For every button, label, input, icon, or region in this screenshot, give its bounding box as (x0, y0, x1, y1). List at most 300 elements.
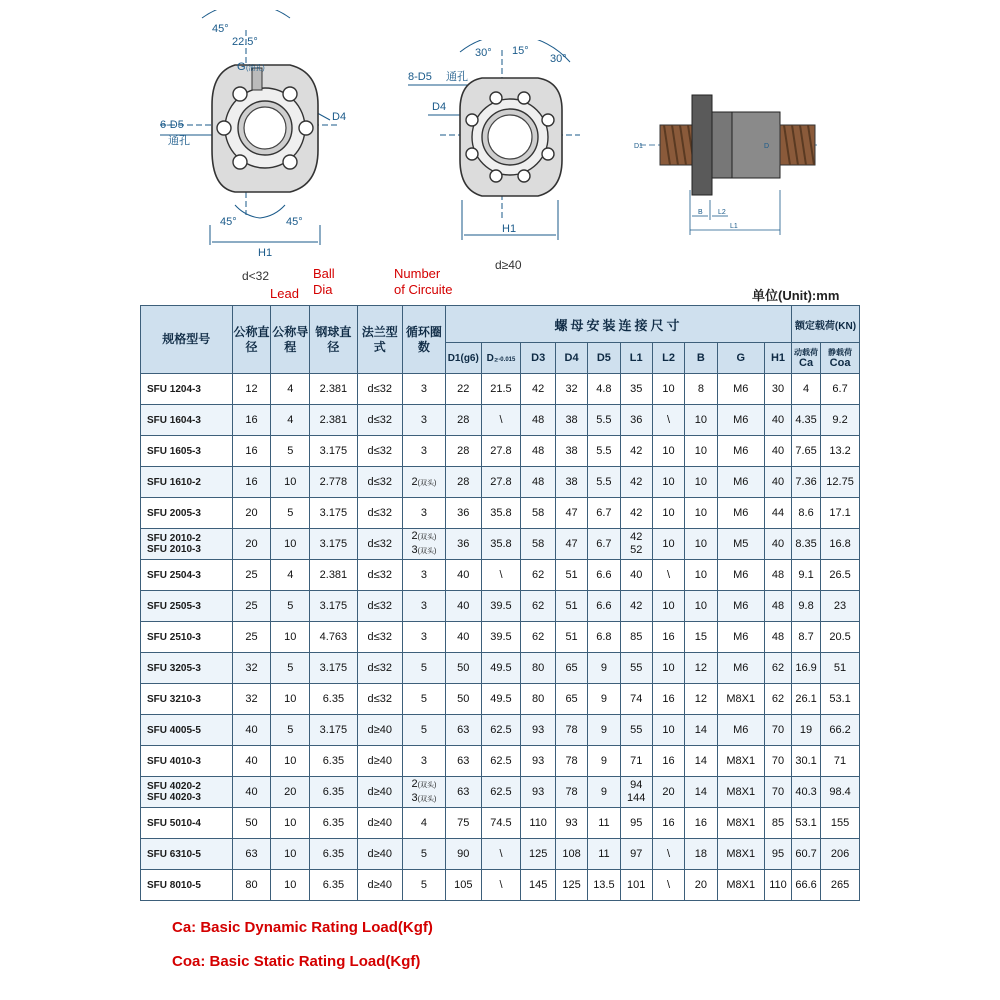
cell-value: 4 (287, 383, 294, 395)
cell-value: 48 (771, 600, 785, 612)
ca-note: Ca: Basic Dynamic Rating Load(Kgf) (172, 919, 433, 936)
cell-value: M8X1 (726, 755, 756, 767)
model-name: SFU 2010-2 (147, 533, 201, 544)
cell-b (685, 436, 717, 467)
cell-lead (271, 684, 310, 715)
cell-model (141, 870, 233, 901)
table-row (141, 808, 860, 839)
model-name-alt: SFU 4020-3 (147, 792, 201, 803)
cell-b (685, 467, 717, 498)
cell-value: 35.8 (490, 507, 512, 519)
cell-value: 27.8 (490, 445, 512, 457)
cell-l1 (620, 870, 652, 901)
model-name: SFU 2005-3 (147, 507, 201, 519)
header-d3: D3 (521, 343, 555, 374)
cell-value: 42 (630, 445, 643, 457)
cell-value: 65 (565, 662, 578, 674)
cell-flange (357, 684, 402, 715)
cell-value: M6 (733, 445, 749, 457)
cell-value: 23 (833, 600, 847, 612)
cell-g (717, 715, 764, 746)
cell-value: 58 (532, 538, 545, 550)
cell-value: 5.5 (596, 445, 612, 457)
cell-d4 (555, 405, 587, 436)
cell-dia (232, 808, 271, 839)
cell-g (717, 870, 764, 901)
cell-value: 14 (694, 755, 707, 767)
cell-ca (792, 405, 821, 436)
cell-ball (310, 622, 357, 653)
cell-d3 (521, 467, 555, 498)
cell-l2 (652, 870, 684, 901)
header-ball-dia: 钢球直径 (310, 306, 357, 374)
h1-label: H1 (258, 247, 273, 259)
drawing-caption-small: d<32 (242, 269, 270, 283)
cell-value: 40 (630, 569, 643, 581)
unit-label: 单位(Unit):mm (752, 288, 840, 303)
header-coa-cn: 静载荷 (828, 348, 853, 357)
cell-l1 (620, 560, 652, 591)
cell-value: M8X1 (726, 693, 756, 705)
cell-value: 7.65 (795, 445, 817, 457)
cell-value: 48 (532, 476, 545, 488)
cell-ball (310, 839, 357, 870)
cell-flange (357, 374, 402, 405)
cell-ca (792, 591, 821, 622)
cell-l1 (620, 839, 652, 870)
cell-value: M8X1 (726, 817, 756, 829)
cell-d4 (555, 777, 587, 808)
cell-value: 3.175 (319, 724, 348, 736)
cell-dia (232, 467, 271, 498)
cell-value: 49.5 (490, 662, 512, 674)
table-row (141, 498, 860, 529)
cell-value: 66.6 (795, 879, 817, 891)
cell-value: 10 (694, 507, 707, 519)
cell-value: M6 (733, 724, 749, 736)
cell-value: 65 (565, 693, 578, 705)
cell-h1 (764, 622, 791, 653)
cell-value: 4 (420, 817, 427, 829)
cell-lead (271, 529, 310, 560)
cell-circ (402, 715, 445, 746)
cell-d3 (521, 560, 555, 591)
cell-value: 28 (457, 445, 470, 457)
cell-h1 (764, 529, 791, 560)
cell-d1 (445, 467, 481, 498)
cell-value: M6 (733, 569, 749, 581)
cell-value: 13.2 (829, 445, 851, 457)
d1-label: D1 (634, 143, 643, 150)
cell-flange (357, 622, 402, 653)
table-row (141, 746, 860, 777)
cell-d3 (521, 498, 555, 529)
model-name: SFU 1604-3 (147, 414, 201, 426)
cell-d2 (481, 653, 521, 684)
d4-label: D4 (332, 111, 347, 123)
cell-d2 (481, 777, 521, 808)
cell-d2 (481, 560, 521, 591)
cell-d5 (588, 436, 620, 467)
cell-dia (232, 374, 271, 405)
model-name: SFU 2505-3 (147, 600, 201, 612)
cell-ca (792, 839, 821, 870)
cell-value: 40 (457, 569, 470, 581)
cell-value: 95 (771, 848, 785, 860)
cell-value: 2 (411, 476, 418, 488)
cell-h1 (764, 405, 791, 436)
cell-value: 10 (694, 445, 707, 457)
cell-ball (310, 777, 357, 808)
cell-h1 (764, 653, 791, 684)
cell-value: 47 (565, 538, 578, 550)
cell-ball (310, 405, 357, 436)
b-label: B (698, 209, 703, 216)
cell-b (685, 498, 717, 529)
cell-coa (821, 436, 860, 467)
cell-d4 (555, 870, 587, 901)
cell-value: 20.5 (829, 631, 851, 643)
header-h1: H1 (764, 343, 791, 374)
cell-value: \ (667, 414, 671, 426)
cell-value: 51 (565, 600, 578, 612)
header-d1: D1(g6) (445, 343, 481, 374)
cell-value: 10 (694, 600, 707, 612)
cell-value: 145 (528, 879, 548, 891)
cell-flange (357, 436, 402, 467)
cell-value: M6 (733, 662, 749, 674)
cell-value: 13.5 (593, 879, 615, 891)
table-row (141, 622, 860, 653)
cell-dia (232, 405, 271, 436)
cell-l1 (620, 405, 652, 436)
cell-value: 50 (457, 693, 470, 705)
cell-value: 10 (662, 724, 675, 736)
cell-value: 14 (694, 724, 707, 736)
cell-value: 62.5 (490, 786, 512, 798)
cell-ca (792, 374, 821, 405)
cell-b (685, 715, 717, 746)
cell-g (717, 808, 764, 839)
dual-start-tag: (双头) (417, 534, 437, 541)
cell-value: 8 (697, 383, 704, 395)
cell-value: 85 (630, 631, 643, 643)
cell-d5 (588, 374, 620, 405)
cell-value: 4.763 (319, 631, 348, 643)
model-name: SFU 4010-3 (147, 755, 201, 767)
lead-note: Lead (270, 286, 299, 301)
cell-h1 (764, 746, 791, 777)
table-header-row (141, 306, 860, 343)
cell-d1 (445, 715, 481, 746)
cell-d5 (588, 405, 620, 436)
cell-g (717, 498, 764, 529)
cell-d3 (521, 591, 555, 622)
cell-value: 16 (662, 817, 675, 829)
model-name: SFU 3205-3 (147, 662, 201, 674)
cell-model (141, 653, 233, 684)
cell-value: 9.1 (798, 569, 814, 581)
cell-value: M6 (733, 476, 749, 488)
cell-value: 25 (245, 569, 258, 581)
cell-lead (271, 777, 310, 808)
cell-coa (821, 839, 860, 870)
cell-d4 (555, 591, 587, 622)
cell-l2 (652, 374, 684, 405)
cell-l1 (620, 529, 652, 560)
cell-circ (402, 436, 445, 467)
model-name: SFU 1605-3 (147, 445, 201, 457)
cell-d1 (445, 777, 481, 808)
cell-value: 17.1 (829, 507, 851, 519)
cell-l2 (652, 405, 684, 436)
cell-value: M6 (733, 600, 749, 612)
cell-value: 9 (600, 786, 607, 798)
cell-value: 4 (287, 569, 294, 581)
cell-value: 16 (694, 817, 707, 829)
cell-value: 5 (287, 724, 294, 736)
cell-value: 12 (245, 383, 258, 395)
cell-d5 (588, 591, 620, 622)
cell-lead (271, 622, 310, 653)
cell-value: 6.6 (596, 569, 612, 581)
cell-l2 (652, 529, 684, 560)
cell-value: 30 (771, 383, 785, 395)
coa-note: Coa: Basic Static Rating Load(Kgf) (172, 953, 421, 970)
dual-start-tag: (双头) (417, 796, 437, 803)
header-ca (792, 343, 821, 374)
cell-value: 62.5 (490, 755, 512, 767)
cell-value: 10 (284, 631, 297, 643)
cell-ball (310, 591, 357, 622)
cell-value: 265 (830, 879, 850, 891)
cell-value: 40.3 (795, 786, 817, 798)
cell-value: 2.381 (319, 569, 348, 581)
cell-value: 75 (457, 817, 470, 829)
cell-circ (402, 529, 445, 560)
cell-value: 28 (457, 476, 470, 488)
h1-label: H1 (502, 223, 517, 235)
cell-coa (821, 591, 860, 622)
cell-ca (792, 622, 821, 653)
cell-ca (792, 684, 821, 715)
cell-d2 (481, 529, 521, 560)
g-label: G (237, 61, 246, 73)
cell-value: d≤32 (367, 383, 392, 395)
cell-d5 (588, 808, 620, 839)
cell-value: 55 (630, 662, 643, 674)
cell-d3 (521, 436, 555, 467)
cell-value: 42 (532, 383, 545, 395)
cell-value: 74 (630, 693, 643, 705)
cell-flange (357, 715, 402, 746)
cell-value: 3.175 (319, 445, 348, 457)
cell-dia (232, 498, 271, 529)
cell-value: 3 (420, 569, 427, 581)
cell-value: 16 (662, 631, 675, 643)
cell-value: 62 (532, 600, 545, 612)
cell-value: \ (499, 414, 503, 426)
cell-lead (271, 436, 310, 467)
cell-d2 (481, 436, 521, 467)
cell-g (717, 653, 764, 684)
cell-value: 32 (245, 662, 258, 674)
cell-d2 (481, 839, 521, 870)
cell-value: 10 (662, 662, 675, 674)
table-row (141, 467, 860, 498)
cell-value: 19 (799, 724, 813, 736)
cell-value: d≤32 (367, 569, 392, 581)
cell-l1 (620, 746, 652, 777)
header-nominal-lead: 公称导程 (271, 306, 310, 374)
cell-value: 78 (565, 755, 578, 767)
cell-lead (271, 560, 310, 591)
cell-d5 (588, 715, 620, 746)
cell-value: 12 (694, 662, 707, 674)
cell-value: 3 (420, 507, 427, 519)
cell-flange (357, 653, 402, 684)
cell-ca (792, 467, 821, 498)
cell-value: 108 (562, 848, 581, 860)
cell-value: 10 (284, 476, 297, 488)
g-note: (油孔) (246, 65, 265, 72)
cell-value: 32 (245, 693, 258, 705)
table-row (141, 374, 860, 405)
cell-coa (821, 870, 860, 901)
cell-lead (271, 870, 310, 901)
cell-d2 (481, 870, 521, 901)
cell-d2 (481, 498, 521, 529)
cell-value: 9 (600, 693, 607, 705)
angle-label: 15° (512, 45, 529, 57)
cell-value: d≥40 (367, 817, 392, 829)
cell-value: 42 (630, 507, 643, 519)
cell-flange (357, 777, 402, 808)
cell-d4 (555, 808, 587, 839)
cell-value: M6 (733, 414, 749, 426)
cell-value: 110 (769, 879, 787, 891)
table-row (141, 684, 860, 715)
cell-value: 66.2 (829, 724, 851, 736)
cell-d4 (555, 374, 587, 405)
cell-value: d≤32 (367, 538, 392, 550)
cell-value: 40 (245, 755, 258, 767)
cell-value: 8.6 (798, 507, 814, 519)
cell-l2 (652, 560, 684, 591)
cell-value: 39.5 (490, 631, 512, 643)
cell-l1 (620, 684, 652, 715)
cell-value: M8X1 (726, 786, 756, 798)
cell-coa (821, 622, 860, 653)
cell-ca (792, 560, 821, 591)
cell-value: 74.5 (490, 817, 512, 829)
cell-value: 5 (287, 600, 294, 612)
cell-value: 3.175 (319, 600, 348, 612)
cell-value: 10 (694, 476, 707, 488)
cell-value: 10 (694, 414, 707, 426)
cell-value: 51 (565, 631, 578, 643)
model-name: SFU 5010-4 (147, 817, 201, 829)
cell-value: 3.175 (319, 538, 348, 550)
dual-start-tag: (双头) (417, 782, 437, 789)
cell-ball (310, 467, 357, 498)
cell-value: 3.175 (319, 662, 348, 674)
cell-coa (821, 405, 860, 436)
cell-value: 40 (771, 414, 785, 426)
cell-value: 6.35 (322, 693, 345, 705)
cell-lead (271, 715, 310, 746)
cell-value: 80 (532, 662, 545, 674)
table-row (141, 560, 860, 591)
cell-value: 6.7 (596, 507, 612, 519)
header-model: 规格型号 (141, 306, 233, 374)
header-rated-load: 额定载荷(KN) (792, 306, 860, 343)
cell-value-alt: 3 (411, 544, 418, 556)
cell-value: 71 (833, 755, 847, 767)
cell-model (141, 529, 233, 560)
cell-l1 (620, 374, 652, 405)
cell-circ (402, 746, 445, 777)
cell-d3 (521, 715, 555, 746)
cell-l1 (620, 777, 652, 808)
cell-value: d≥40 (367, 879, 392, 891)
cell-circ (402, 405, 445, 436)
cell-value: 10 (662, 476, 675, 488)
cell-circ (402, 684, 445, 715)
cell-value: 48 (771, 631, 785, 643)
cell-g (717, 591, 764, 622)
cell-value: 20 (284, 786, 297, 798)
cell-value: 4.8 (596, 383, 612, 395)
cell-value: 110 (529, 817, 547, 829)
cell-d1 (445, 374, 481, 405)
cell-h1 (764, 808, 791, 839)
cell-value: 8.35 (795, 538, 817, 550)
cell-value: 62.5 (490, 724, 512, 736)
cell-value: 25 (245, 600, 258, 612)
cell-model (141, 591, 233, 622)
cell-value: M8X1 (726, 848, 756, 860)
cell-value: 36 (457, 507, 470, 519)
cell-value: d≤32 (367, 662, 392, 674)
cell-b (685, 560, 717, 591)
cell-l1 (620, 653, 652, 684)
cell-l2 (652, 746, 684, 777)
cell-dia (232, 870, 271, 901)
cell-value: 6.35 (322, 848, 345, 860)
cell-h1 (764, 436, 791, 467)
cell-coa (821, 374, 860, 405)
cell-ball (310, 808, 357, 839)
cell-value-alt: 144 (627, 792, 646, 804)
cell-ball (310, 529, 357, 560)
header-circuits: 循环圈数 (402, 306, 445, 374)
cell-lead (271, 498, 310, 529)
header-ca-code: Ca (799, 357, 814, 369)
cell-value: 16 (662, 693, 675, 705)
cell-circ (402, 560, 445, 591)
l2-label: L2 (718, 209, 726, 216)
cell-value: 38 (565, 414, 578, 426)
cell-d3 (521, 622, 555, 653)
cell-circ (402, 467, 445, 498)
ball-dia-note: Ball Dia (313, 266, 335, 297)
cell-ca (792, 715, 821, 746)
cell-value: 20 (245, 538, 258, 550)
cell-d5 (588, 622, 620, 653)
cell-d1 (445, 684, 481, 715)
cell-l2 (652, 808, 684, 839)
